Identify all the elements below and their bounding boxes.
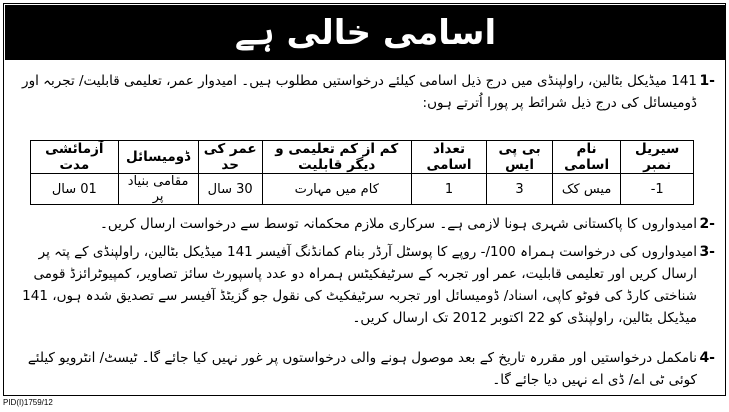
header-serial: سیریل نمبر xyxy=(621,141,694,174)
header-post-count: تعداد اسامی xyxy=(411,141,487,174)
header-domicile: ڈومیسائل xyxy=(118,141,198,174)
page-title: اسامی خالی ہے xyxy=(234,13,497,53)
cell-bps: 3 xyxy=(487,174,552,205)
cell-probation: 01 سال xyxy=(31,174,119,205)
item-number-4: 4- xyxy=(699,350,715,366)
item-text-4: نامکمل درخواستیں اور مقررہ تاریخ کے بعد موصول ہونے والی درخواستوں پر غور نہیں کیا جائے گا۔ ٹیسٹ/ انٹرویو کیلئے کوئی ٹی اے/ ڈی اے نہیں دیا جائے گا۔ xyxy=(27,350,697,388)
pid-code: PID(I)1759/12 xyxy=(3,398,53,407)
title-banner xyxy=(5,5,726,60)
cell-post-count: 1 xyxy=(411,174,487,205)
cell-serial: 1- xyxy=(621,174,694,205)
item-number-3: 3- xyxy=(699,244,715,260)
table-header-row xyxy=(31,141,694,174)
item-number-2: 2- xyxy=(699,216,715,232)
cell-post-name: میس کک xyxy=(552,174,621,205)
table-row xyxy=(31,174,694,205)
item-number-1: 1- xyxy=(699,73,715,89)
header-bps: بی پی ایس xyxy=(487,141,552,174)
header-qualification: کم از کم تعلیمی و دیگر قابلیت xyxy=(262,141,411,174)
header-age-limit: عمر کی حد xyxy=(198,141,262,174)
cell-domicile: مقامی بنیاد پر xyxy=(118,174,198,205)
cell-qualification: کام میں مہارت xyxy=(262,174,411,205)
item-text-3: امیدواروں کی درخواست ہمراہ 100/- روپے کا پوسٹل آرڈر بنام کمانڈنگ آفیسر 141 میڈیکل بٹالین، راولپنڈی کے پتہ پر ارسال کریں اور تعلیمی قابلیت، عمر اور تجربہ کے سرٹیفکیٹس ہمراہ دو عدد پاسپورٹ سائز تصاویر، کمپیوٹرائزڈ قومی شناختی کارڈ کی فوٹو کاپی، اسناد/ ڈومیسائل اور تجربہ سرٹیفکیٹ کی نقول جو گزیٹڈ آفیسر سے تصدیق شدہ ہوں، 141 میڈیکل بٹالین، راولپنڈی کو 22 اکتوبر 2012 تک ارسال کریں۔ xyxy=(22,244,697,326)
item-text-1: 141 میڈیکل بٹالین، راولپنڈی میں درج ذیل اسامی کیلئے درخواستیں مطلوب ہیں۔ امیدوار عمر، تعلیمی قابلیت/ تجربہ اور ڈومیسائل کی درج ذیل شرائط پر پورا اُترتے ہوں: xyxy=(22,73,697,111)
vacancy-table xyxy=(30,140,694,205)
item-text-2: امیدواروں کا پاکستانی شہری ہونا لازمی ہے۔ سرکاری ملازم محکمانہ توسط سے درخواست ارسال کریں۔ xyxy=(99,216,697,232)
header-post-name: نام اسامی xyxy=(552,141,621,174)
header-probation: آزمائشی مدت xyxy=(31,141,119,174)
cell-age-limit: 30 سال xyxy=(198,174,262,205)
